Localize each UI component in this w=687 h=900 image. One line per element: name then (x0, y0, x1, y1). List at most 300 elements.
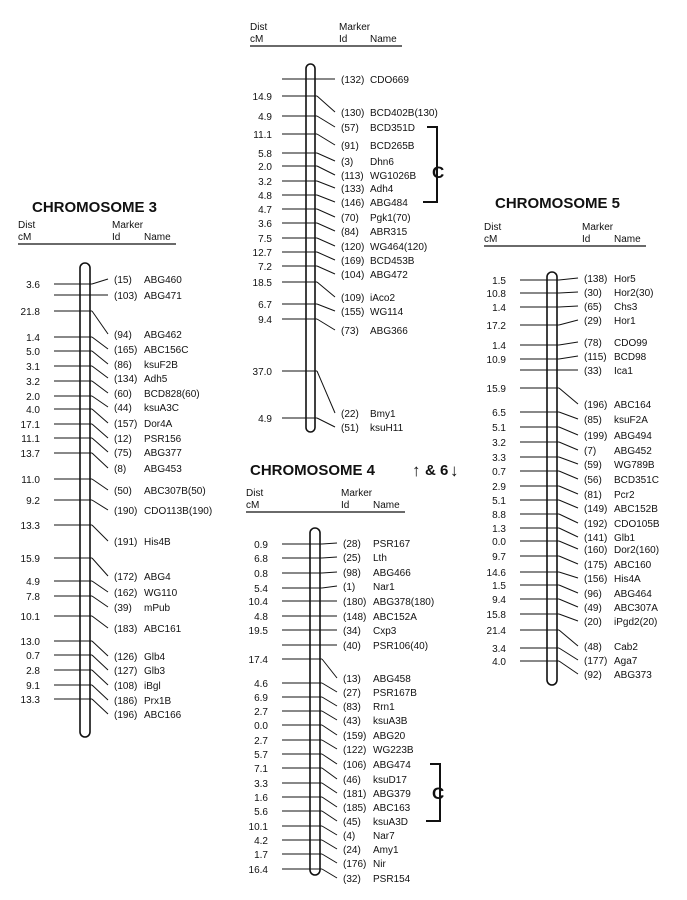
dist-label: 9.4 (492, 595, 506, 606)
marker-connector (322, 869, 337, 878)
marker-connector (92, 381, 108, 393)
dist-label: 16.4 (248, 865, 268, 876)
marker-id: (108) (114, 681, 138, 692)
dist-label: 2.7 (254, 707, 268, 718)
marker-connector (317, 418, 335, 427)
marker-name: Hor2(30) (614, 288, 654, 299)
dist-label: 11.0 (21, 475, 40, 486)
marker-name: ABC307A (614, 603, 658, 614)
marker-name: ksuH11 (370, 423, 404, 434)
marker-name: ksuA3B (373, 716, 408, 727)
marker-name: Rrn1 (373, 702, 395, 713)
dist-label: 0.7 (492, 467, 506, 478)
id-header: Id (339, 34, 348, 45)
marker-name: ABG452 (614, 446, 652, 457)
marker-name: ABC163 (373, 803, 411, 814)
cm-header: cM (246, 500, 260, 511)
marker-id: (12) (114, 434, 132, 445)
dist-label: 10.1 (20, 612, 40, 623)
marker-name: ABG379 (373, 789, 411, 800)
marker-id: (56) (584, 475, 602, 486)
dist-label: 0.0 (492, 537, 506, 548)
dist-label: 17.1 (20, 420, 40, 431)
marker-header: Marker (112, 220, 144, 231)
marker-connector (559, 278, 578, 280)
dist-label: 9.7 (492, 552, 506, 563)
marker-name: ABC156C (144, 345, 189, 356)
centromere-label: C (432, 163, 445, 182)
marker-name: ABG466 (373, 568, 411, 579)
marker-connector (317, 304, 335, 311)
marker-id: (127) (114, 666, 138, 677)
marker-connector (92, 479, 108, 490)
marker-id: (109) (341, 293, 365, 304)
marker-name: Hor1 (614, 316, 636, 327)
marker-connector (322, 543, 337, 544)
marker-connector (317, 371, 335, 413)
marker-connector (317, 153, 335, 161)
marker-id: (190) (114, 506, 138, 517)
marker-name: ABG458 (373, 674, 411, 685)
marker-name: PSR167 (373, 539, 411, 550)
chr46-title-amp: & 6 (425, 462, 449, 479)
marker-connector (559, 342, 578, 345)
marker-name: PSR106(40) (373, 641, 429, 652)
marker-connector (559, 528, 578, 537)
marker-name: Bmy1 (370, 409, 396, 420)
marker-connector (317, 223, 335, 231)
marker-id: (81) (584, 490, 602, 501)
marker-name: WG114 (370, 307, 404, 318)
marker-connector (559, 599, 578, 607)
marker-id: (70) (341, 213, 359, 224)
marker-id: (138) (584, 274, 608, 285)
marker-name: ABG377 (144, 448, 182, 459)
marker-connector (92, 424, 108, 438)
marker-id: (59) (584, 460, 602, 471)
dist-label: 7.1 (254, 764, 268, 775)
marker-name: Nar1 (373, 582, 395, 593)
dist-label: 17.2 (486, 321, 506, 332)
marker-id: (85) (584, 415, 602, 426)
marker-id: (181) (343, 789, 367, 800)
marker-name: ABR315 (370, 227, 408, 238)
marker-id: (28) (343, 539, 361, 550)
dist-label: 3.3 (254, 779, 268, 790)
dist-label: 14.9 (252, 92, 272, 103)
marker-connector (322, 840, 337, 849)
marker-id: (3) (341, 157, 354, 168)
marker-connector (317, 209, 335, 217)
dist-label: 4.8 (254, 612, 268, 623)
dist-label: 3.3 (492, 453, 506, 464)
marker-connector (92, 500, 108, 510)
marker-name: ABG484 (370, 198, 408, 209)
marker-connector (559, 306, 578, 307)
dist-label: 21.8 (20, 307, 40, 318)
dist-label: 18.5 (252, 278, 272, 289)
dist-label: 15.9 (486, 384, 506, 395)
marker-id: (92) (584, 670, 602, 681)
marker-name: Glb3 (144, 666, 166, 677)
marker-name: ABG4 (144, 572, 171, 583)
dist-label: 4.9 (258, 112, 272, 123)
marker-id: (104) (341, 270, 365, 281)
marker-id: (186) (114, 696, 138, 707)
marker-name: ABG453 (144, 464, 182, 475)
dist-label: 0.9 (254, 540, 268, 551)
dist-label: 2.8 (26, 666, 40, 677)
dist-label: 11.1 (253, 130, 272, 141)
marker-connector (92, 453, 108, 468)
marker-connector (322, 768, 337, 779)
marker-name: ABC152A (373, 612, 417, 623)
dist-label: 5.1 (492, 496, 506, 507)
marker-connector (559, 292, 578, 293)
marker-connector (322, 811, 337, 821)
dist-label: 17.4 (248, 655, 268, 666)
marker-name: Pgk1(70) (370, 213, 411, 224)
marker-connector (559, 585, 578, 593)
dist-label: 8.8 (492, 510, 506, 521)
dist-label: 9.4 (258, 315, 272, 326)
marker-id: (146) (341, 198, 365, 209)
marker-id: (50) (114, 486, 132, 497)
dist-header: Dist (250, 22, 268, 33)
dist-label: 11.1 (21, 434, 40, 445)
marker-id: (122) (343, 745, 367, 756)
marker-connector (559, 442, 578, 450)
dist-label: 1.4 (492, 303, 506, 314)
marker-id: (141) (584, 533, 608, 544)
marker-name: BCD453B (370, 256, 415, 267)
chr5-group (484, 195, 660, 685)
marker-id: (176) (343, 859, 367, 870)
marker-id: (149) (584, 504, 608, 515)
marker-name: His4A (614, 574, 641, 585)
dist-label: 1.6 (254, 793, 268, 804)
marker-connector (559, 648, 578, 660)
marker-id: (134) (114, 374, 138, 385)
dist-label: 37.0 (252, 367, 272, 378)
marker-name: BCD98 (614, 352, 647, 363)
marker-id: (25) (343, 553, 361, 564)
marker-connector (317, 266, 335, 274)
marker-connector (92, 311, 108, 334)
marker-id: (130) (341, 108, 365, 119)
dist-label: 2.0 (26, 392, 40, 403)
marker-id: (120) (341, 242, 365, 253)
marker-id: (15) (114, 275, 132, 286)
marker-name: ABC307B(50) (144, 486, 206, 497)
marker-name: ABG462 (144, 330, 182, 341)
marker-connector (559, 514, 578, 523)
dist-label: 7.5 (258, 234, 272, 245)
marker-id: (8) (114, 464, 127, 475)
arrow-up-icon: ↑ (412, 461, 421, 480)
marker-id: (185) (343, 803, 367, 814)
marker-name: WG110 (144, 588, 178, 599)
marker-name: PSR156 (144, 434, 182, 445)
marker-id: (155) (341, 307, 365, 318)
marker-connector (92, 409, 108, 423)
marker-name: BCD351D (370, 123, 416, 134)
marker-id: (43) (343, 716, 361, 727)
marker-connector (559, 412, 578, 419)
chr46-group (246, 461, 459, 885)
marker-id: (24) (343, 845, 361, 856)
marker-id: (113) (341, 171, 364, 182)
dist-label: 10.8 (486, 289, 506, 300)
dist-label: 2.0 (258, 162, 272, 173)
marker-name: ksuF2B (144, 360, 178, 371)
marker-connector (322, 783, 337, 793)
marker-name: Pcr2 (614, 490, 635, 501)
marker-name: ABC166 (144, 710, 182, 721)
marker-id: (96) (584, 589, 602, 600)
marker-connector (92, 699, 108, 714)
marker-connector (92, 641, 108, 656)
marker-id: (196) (114, 710, 138, 721)
marker-name: Ica1 (614, 366, 633, 377)
marker-name: Dor4A (144, 419, 173, 430)
chr1-group (250, 22, 444, 434)
marker-name: Cab2 (614, 642, 638, 653)
marker-id: (4) (343, 831, 356, 842)
marker-connector (322, 586, 337, 588)
marker-id: (172) (114, 572, 138, 583)
marker-header: Marker (339, 22, 371, 33)
marker-connector (317, 166, 335, 175)
marker-name: ABG474 (373, 760, 411, 771)
marker-connector (322, 683, 337, 692)
marker-connector (559, 556, 578, 564)
marker-connector (322, 826, 337, 835)
dist-label: 4.6 (254, 679, 268, 690)
marker-id: (29) (584, 316, 602, 327)
dist-label: 6.9 (254, 693, 268, 704)
marker-name: ksuD17 (373, 775, 407, 786)
marker-id: (45) (343, 817, 361, 828)
chr5-bar (547, 272, 557, 685)
marker-name: Adh4 (370, 184, 394, 195)
marker-id: (106) (343, 760, 367, 771)
marker-name: ABC164 (614, 400, 652, 411)
cm-header: cM (250, 34, 264, 45)
marker-name: ABG464 (614, 589, 652, 600)
dist-label: 3.1 (26, 362, 40, 373)
marker-connector (92, 596, 108, 607)
dist-label: 5.0 (26, 347, 40, 358)
marker-id: (175) (584, 560, 608, 571)
dist-label: 4.8 (258, 191, 272, 202)
marker-name: ABG460 (144, 275, 182, 286)
marker-connector (322, 557, 337, 558)
marker-connector (322, 740, 337, 749)
name-header: Name (373, 500, 400, 511)
name-header: Name (144, 232, 171, 243)
marker-id: (30) (584, 288, 602, 299)
dist-label: 13.3 (20, 521, 40, 532)
marker-connector (559, 356, 578, 359)
marker-id: (84) (341, 227, 359, 238)
marker-id: (103) (114, 291, 138, 302)
marker-id: (157) (114, 419, 138, 430)
cm-header: cM (18, 232, 32, 243)
marker-name: ABG378(180) (373, 597, 435, 608)
dist-label: 15.8 (486, 610, 506, 621)
marker-name: ABG373 (614, 670, 652, 681)
marker-connector (559, 388, 578, 404)
dist-label: 0.7 (26, 651, 40, 662)
marker-name: PSR154 (373, 874, 411, 885)
marker-id: (83) (343, 702, 361, 713)
dist-label: 1.7 (254, 850, 268, 861)
marker-id: (132) (341, 75, 365, 86)
marker-connector (317, 181, 335, 188)
marker-id: (78) (584, 338, 602, 349)
marker-name: BCD351C (614, 475, 660, 486)
chr5-title: CHROMOSOME 5 (495, 195, 621, 212)
dist-label: 21.4 (486, 626, 506, 637)
marker-name: ABG472 (370, 270, 408, 281)
marker-name: iAco2 (370, 293, 396, 304)
marker-connector (92, 337, 108, 349)
marker-id: (86) (114, 360, 132, 371)
id-header: Id (341, 500, 350, 511)
marker-name: Cxp3 (373, 626, 397, 637)
dist-label: 3.6 (258, 219, 272, 230)
dist-label: 5.4 (254, 584, 268, 595)
marker-id: (98) (343, 568, 361, 579)
dist-label: 4.7 (258, 205, 272, 216)
marker-connector (92, 525, 108, 541)
marker-name: WG1026B (370, 171, 417, 182)
marker-name: CDO669 (370, 75, 409, 86)
chr46-bar (310, 528, 320, 875)
marker-connector (92, 366, 108, 378)
marker-connector (317, 252, 335, 260)
dist-label: 4.0 (26, 405, 40, 416)
marker-id: (183) (114, 624, 138, 635)
dist-label: 13.7 (20, 449, 40, 460)
marker-id: (199) (584, 431, 608, 442)
marker-connector (322, 572, 337, 573)
marker-connector (92, 558, 108, 576)
marker-name: Dhn6 (370, 157, 394, 168)
marker-header: Marker (341, 488, 373, 499)
marker-id: (91) (341, 141, 359, 152)
marker-name: ksuF2A (614, 415, 648, 426)
dist-label: 3.2 (258, 177, 272, 188)
marker-connector (92, 670, 108, 685)
marker-connector (322, 697, 337, 706)
dist-label: 3.2 (492, 438, 506, 449)
dist-label: 6.7 (258, 300, 272, 311)
marker-id: (13) (343, 674, 361, 685)
dist-label: 6.5 (492, 408, 506, 419)
dist-label: 7.8 (26, 592, 40, 603)
marker-connector (317, 238, 335, 246)
marker-name: WG464(120) (370, 242, 428, 253)
marker-id: (156) (584, 574, 608, 585)
marker-id: (126) (114, 652, 138, 663)
marker-connector (559, 471, 578, 479)
arrow-down-icon: ↓ (450, 461, 459, 480)
marker-connector (92, 279, 108, 284)
chr46-title: CHROMOSOME 4 (250, 462, 376, 479)
dist-label: 4.9 (258, 414, 272, 425)
marker-connector (559, 661, 578, 674)
dist-label: 10.1 (248, 822, 268, 833)
marker-id: (46) (343, 775, 361, 786)
dist-label: 1.3 (492, 524, 506, 535)
marker-name: CDO105B (614, 519, 660, 530)
marker-name: BCD402B(130) (370, 108, 438, 119)
cm-header: cM (484, 234, 498, 245)
marker-id: (39) (114, 603, 132, 614)
marker-connector (92, 685, 108, 700)
dist-label: 9.2 (26, 496, 40, 507)
marker-connector (92, 655, 108, 670)
marker-id: (165) (114, 345, 138, 356)
marker-id: (44) (114, 403, 132, 414)
marker-id: (169) (341, 256, 365, 267)
marker-header: Marker (582, 222, 614, 233)
marker-id: (160) (584, 545, 608, 556)
marker-connector (559, 500, 578, 508)
marker-name: WG223B (373, 745, 414, 756)
dist-label: 3.6 (26, 280, 40, 291)
marker-id: (33) (584, 366, 602, 377)
marker-id: (177) (584, 656, 608, 667)
marker-name: Glb1 (614, 533, 636, 544)
id-header: Id (112, 232, 121, 243)
marker-id: (65) (584, 302, 602, 313)
marker-name: Aga7 (614, 656, 638, 667)
marker-id: (196) (584, 400, 608, 411)
marker-name: ABG366 (370, 326, 408, 337)
marker-id: (192) (584, 519, 608, 530)
marker-id: (20) (584, 617, 602, 628)
marker-name: ABG20 (373, 731, 406, 742)
name-header: Name (370, 34, 397, 45)
marker-id: (22) (341, 409, 359, 420)
dist-label: 4.2 (254, 836, 268, 847)
dist-label: 0.0 (254, 721, 268, 732)
dist-label: 19.5 (248, 626, 268, 637)
marker-name: mPub (144, 603, 171, 614)
marker-connector (317, 116, 335, 127)
dist-label: 2.7 (254, 736, 268, 747)
dist-label: 15.9 (20, 554, 40, 565)
marker-connector (322, 711, 337, 720)
marker-name: Prx1B (144, 696, 172, 707)
marker-connector (322, 725, 337, 735)
marker-name: ksuA3C (144, 403, 180, 414)
chr3-group (18, 199, 212, 737)
dist-label: 10.4 (248, 597, 268, 608)
dist-label: 0.8 (254, 569, 268, 580)
marker-name: Chs3 (614, 302, 638, 313)
marker-name: Nar7 (373, 831, 395, 842)
marker-id: (162) (114, 588, 138, 599)
marker-name: BCD828(60) (144, 389, 200, 400)
chr3-title: CHROMOSOME 3 (32, 199, 158, 216)
marker-id: (7) (584, 446, 597, 457)
dist-label: 3.2 (26, 377, 40, 388)
dist-header: Dist (246, 488, 264, 499)
